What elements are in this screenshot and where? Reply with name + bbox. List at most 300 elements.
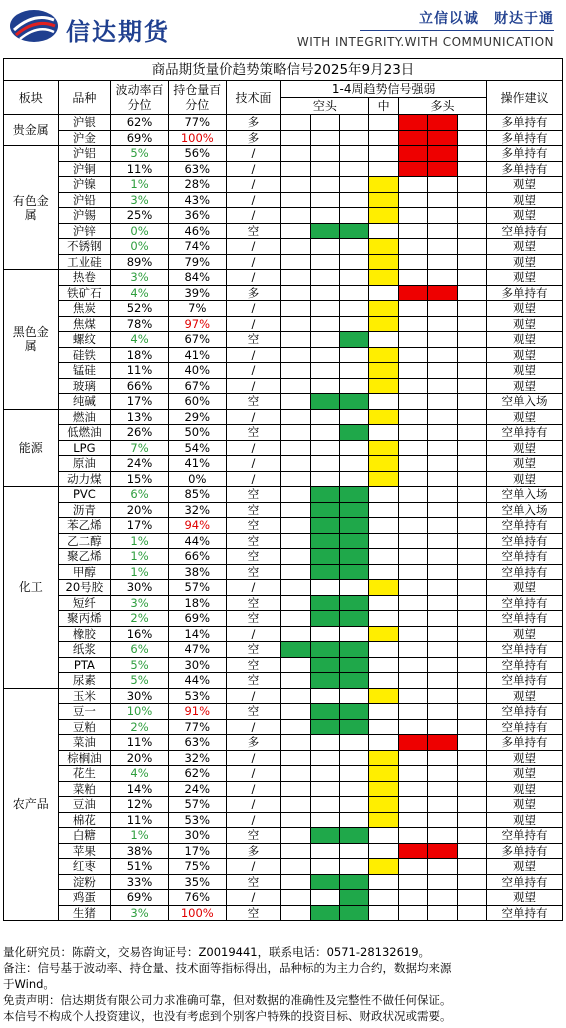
variety-name: PTA — [58, 657, 111, 673]
signal-cell — [428, 394, 457, 410]
signal-cell — [340, 270, 369, 286]
footer-researcher: 量化研究员：陈蔚文，交易咨询证号：Z0019441，联系电话：0571-28132619。 — [3, 945, 431, 959]
operation-advice: 空单持有 — [487, 533, 563, 549]
signal-cell — [398, 394, 427, 410]
signal-cell — [281, 626, 310, 642]
volatility-percentile: 5% — [111, 657, 169, 673]
table-row — [4, 549, 563, 565]
signal-cell — [340, 874, 369, 890]
operation-advice: 观望 — [487, 766, 563, 782]
technical-signal: / — [226, 316, 281, 332]
signal-cell — [310, 502, 339, 518]
signal-cell — [457, 890, 486, 906]
signal-cell — [281, 239, 310, 255]
signal-cell — [340, 316, 369, 332]
volatility-percentile: 1% — [111, 533, 169, 549]
table-row — [4, 223, 563, 239]
signal-cell — [340, 192, 369, 208]
signal-cell — [428, 285, 457, 301]
signal-cell — [428, 208, 457, 224]
volatility-percentile: 3% — [111, 192, 169, 208]
volatility-percentile: 30% — [111, 580, 169, 596]
volatility-percentile: 69% — [111, 890, 169, 906]
signal-cell — [369, 890, 398, 906]
table-row — [4, 394, 563, 410]
signal-cell — [398, 456, 427, 472]
signal-cell — [398, 843, 427, 859]
signal-cell — [340, 564, 369, 580]
signal-cell — [340, 735, 369, 751]
signal-cell — [369, 642, 398, 658]
volatility-percentile: 12% — [111, 797, 169, 813]
technical-signal: 多 — [226, 735, 281, 751]
variety-name: 焦煤 — [58, 316, 111, 332]
signal-cell — [310, 301, 339, 317]
table-row — [4, 347, 563, 363]
signal-cell — [369, 347, 398, 363]
signal-cell — [457, 905, 486, 921]
signal-cell — [281, 270, 310, 286]
signal-cell — [340, 239, 369, 255]
signal-cell — [281, 905, 310, 921]
variety-name: 螺纹 — [58, 332, 111, 348]
signal-cell — [340, 301, 369, 317]
operation-advice: 观望 — [487, 890, 563, 906]
open-interest-percentile: 44% — [168, 673, 226, 689]
signal-cell — [398, 347, 427, 363]
signal-cell — [457, 471, 486, 487]
signal-cell — [398, 440, 427, 456]
variety-name: 燃油 — [58, 409, 111, 425]
open-interest-percentile: 53% — [168, 812, 226, 828]
operation-advice: 多单持有 — [487, 843, 563, 859]
header-oi-pct: 持仓量百分位 — [168, 81, 226, 115]
open-interest-percentile: 32% — [168, 750, 226, 766]
volatility-percentile: 51% — [111, 859, 169, 875]
signal-cell — [457, 192, 486, 208]
volatility-percentile: 6% — [111, 487, 169, 503]
sector-name: 黑色金属 — [4, 270, 59, 410]
technical-signal: 空 — [226, 549, 281, 565]
volatility-percentile: 3% — [111, 905, 169, 921]
signal-cell — [457, 688, 486, 704]
volatility-percentile: 17% — [111, 394, 169, 410]
signal-cell — [281, 704, 310, 720]
open-interest-percentile: 67% — [168, 378, 226, 394]
signal-cell — [457, 440, 486, 456]
variety-name: 硅铁 — [58, 347, 111, 363]
signal-cell — [398, 874, 427, 890]
sector-name: 能源 — [4, 409, 59, 487]
signal-cell — [428, 688, 457, 704]
signal-cell — [310, 285, 339, 301]
variety-name: 苹果 — [58, 843, 111, 859]
volatility-percentile: 17% — [111, 518, 169, 534]
variety-name: 菜油 — [58, 735, 111, 751]
signal-cell — [457, 378, 486, 394]
signal-cell — [369, 146, 398, 162]
signal-cell — [340, 518, 369, 534]
signal-cell — [428, 719, 457, 735]
signal-cell — [281, 657, 310, 673]
signal-cell — [340, 254, 369, 270]
open-interest-percentile: 7% — [168, 301, 226, 317]
signal-cell — [457, 549, 486, 565]
signal-cell — [457, 363, 486, 379]
signal-cell — [428, 905, 457, 921]
signal-cell — [428, 409, 457, 425]
open-interest-percentile: 36% — [168, 208, 226, 224]
open-interest-percentile: 17% — [168, 843, 226, 859]
signal-cell — [310, 766, 339, 782]
technical-signal: 空 — [226, 332, 281, 348]
variety-name: 橡胶 — [58, 626, 111, 642]
signal-cell — [310, 146, 339, 162]
table-row — [4, 471, 563, 487]
volatility-percentile: 4% — [111, 285, 169, 301]
technical-signal: / — [226, 378, 281, 394]
signal-cell — [457, 301, 486, 317]
open-interest-percentile: 63% — [168, 161, 226, 177]
signal-cell — [457, 239, 486, 255]
operation-advice: 观望 — [487, 797, 563, 813]
operation-advice: 空单持有 — [487, 549, 563, 565]
signal-cell — [310, 564, 339, 580]
signal-cell — [281, 347, 310, 363]
volatility-percentile: 1% — [111, 828, 169, 844]
variety-name: 菜粕 — [58, 781, 111, 797]
table-row — [4, 270, 563, 286]
open-interest-percentile: 54% — [168, 440, 226, 456]
open-interest-percentile: 43% — [168, 192, 226, 208]
signal-cell — [457, 874, 486, 890]
table-row — [4, 177, 563, 193]
signal-cell — [428, 564, 457, 580]
open-interest-percentile: 63% — [168, 735, 226, 751]
operation-advice: 多单持有 — [487, 285, 563, 301]
variety-name: 沪铅 — [58, 192, 111, 208]
variety-name: 不锈钢 — [58, 239, 111, 255]
operation-advice: 观望 — [487, 208, 563, 224]
signal-cell — [428, 673, 457, 689]
signal-cell — [398, 146, 427, 162]
signal-cell — [369, 905, 398, 921]
signal-cell — [369, 208, 398, 224]
signal-cell — [457, 859, 486, 875]
signal-cell — [369, 518, 398, 534]
technical-signal: 空 — [226, 518, 281, 534]
signal-cell — [428, 177, 457, 193]
table-row — [4, 797, 563, 813]
signal-cell — [398, 130, 427, 146]
variety-name: 豆油 — [58, 797, 111, 813]
table-row — [4, 580, 563, 596]
volatility-percentile: 15% — [111, 471, 169, 487]
table-row — [4, 502, 563, 518]
signal-cell — [310, 688, 339, 704]
operation-advice: 观望 — [487, 626, 563, 642]
signal-cell — [457, 781, 486, 797]
technical-signal: / — [226, 766, 281, 782]
volatility-percentile: 3% — [111, 270, 169, 286]
signal-cell — [398, 812, 427, 828]
open-interest-percentile: 29% — [168, 409, 226, 425]
variety-name: 焦炭 — [58, 301, 111, 317]
signal-cell — [398, 518, 427, 534]
technical-signal: 多 — [226, 285, 281, 301]
signal-cell — [310, 812, 339, 828]
variety-name: 沪镍 — [58, 177, 111, 193]
signal-cell — [428, 890, 457, 906]
signal-cell — [369, 797, 398, 813]
operation-advice: 空单持有 — [487, 595, 563, 611]
signal-cell — [398, 270, 427, 286]
signal-cell — [457, 130, 486, 146]
signal-cell — [428, 750, 457, 766]
variety-name: 玉米 — [58, 688, 111, 704]
signal-cell — [369, 487, 398, 503]
variety-name: 棕榈油 — [58, 750, 111, 766]
signal-cell — [281, 874, 310, 890]
signal-cell — [369, 580, 398, 596]
signal-cell — [310, 378, 339, 394]
slogan-divider — [360, 30, 554, 31]
signal-cell — [457, 270, 486, 286]
open-interest-percentile: 40% — [168, 363, 226, 379]
signal-cell — [310, 487, 339, 503]
header-variety: 品种 — [58, 81, 111, 115]
signal-cell — [281, 471, 310, 487]
header-advice: 操作建议 — [487, 81, 563, 115]
signal-cell — [281, 440, 310, 456]
volatility-percentile: 78% — [111, 316, 169, 332]
signal-cell — [281, 332, 310, 348]
technical-signal: / — [226, 859, 281, 875]
technical-signal: / — [226, 781, 281, 797]
signal-cell — [310, 208, 339, 224]
signal-cell — [310, 704, 339, 720]
signal-cell — [310, 425, 339, 441]
table-row — [4, 456, 563, 472]
signal-cell — [310, 797, 339, 813]
footer-disclaimer-cont: 本信号不构成个人投资建议，也没有考虑到个别客户特殊的投资目标、财政状况或需要。 — [3, 1009, 452, 1023]
signal-cell — [310, 316, 339, 332]
signal-cell — [398, 673, 427, 689]
variety-name: 沥青 — [58, 502, 111, 518]
signal-cell — [457, 177, 486, 193]
variety-name: 纯碱 — [58, 394, 111, 410]
operation-advice: 观望 — [487, 456, 563, 472]
signal-cell — [428, 580, 457, 596]
signal-cell — [428, 301, 457, 317]
volatility-percentile: 66% — [111, 378, 169, 394]
signal-cell — [340, 673, 369, 689]
signal-cell — [398, 409, 427, 425]
open-interest-percentile: 14% — [168, 626, 226, 642]
volatility-percentile: 20% — [111, 750, 169, 766]
signal-cell — [340, 456, 369, 472]
signal-cell — [457, 843, 486, 859]
signal-cell — [281, 115, 310, 131]
technical-signal: 空 — [226, 657, 281, 673]
open-interest-percentile: 97% — [168, 316, 226, 332]
technical-signal: 空 — [226, 905, 281, 921]
signal-cell — [398, 301, 427, 317]
volatility-percentile: 26% — [111, 425, 169, 441]
signal-cell — [398, 781, 427, 797]
signal-cell — [457, 502, 486, 518]
signal-cell — [340, 642, 369, 658]
open-interest-percentile: 24% — [168, 781, 226, 797]
signal-cell — [281, 812, 310, 828]
signal-cell — [281, 409, 310, 425]
technical-signal: / — [226, 626, 281, 642]
signal-cell — [428, 549, 457, 565]
technical-signal: / — [226, 254, 281, 270]
open-interest-percentile: 30% — [168, 657, 226, 673]
technical-signal: 空 — [226, 487, 281, 503]
signal-cell — [428, 766, 457, 782]
operation-advice: 观望 — [487, 440, 563, 456]
signal-cell — [398, 657, 427, 673]
signal-cell — [457, 316, 486, 332]
signal-cell — [281, 130, 310, 146]
signal-cell — [428, 254, 457, 270]
signal-cell — [369, 301, 398, 317]
signal-cell — [310, 177, 339, 193]
signal-cell — [428, 239, 457, 255]
signal-cell — [281, 208, 310, 224]
signal-cell — [398, 363, 427, 379]
signal-cell — [281, 564, 310, 580]
signal-cell — [428, 735, 457, 751]
signal-cell — [281, 425, 310, 441]
signal-cell — [310, 642, 339, 658]
operation-advice: 观望 — [487, 254, 563, 270]
signal-cell — [369, 270, 398, 286]
signal-cell — [457, 409, 486, 425]
technical-signal: / — [226, 440, 281, 456]
open-interest-percentile: 91% — [168, 704, 226, 720]
variety-name: 低燃油 — [58, 425, 111, 441]
signal-cell — [398, 828, 427, 844]
technical-signal: / — [226, 161, 281, 177]
signal-cell — [457, 766, 486, 782]
open-interest-percentile: 53% — [168, 688, 226, 704]
operation-advice: 空单入场 — [487, 502, 563, 518]
technical-signal: / — [226, 580, 281, 596]
variety-name: 聚丙烯 — [58, 611, 111, 627]
signal-cell — [398, 254, 427, 270]
volatility-percentile: 4% — [111, 332, 169, 348]
signal-cell — [340, 223, 369, 239]
variety-name: 纸浆 — [58, 642, 111, 658]
signal-cell — [398, 161, 427, 177]
signal-cell — [457, 657, 486, 673]
signal-cell — [457, 812, 486, 828]
signal-cell — [369, 239, 398, 255]
signal-cell — [340, 533, 369, 549]
signal-cell — [457, 626, 486, 642]
operation-advice: 观望 — [487, 688, 563, 704]
table-row — [4, 208, 563, 224]
signal-cell — [310, 719, 339, 735]
signal-cell — [281, 502, 310, 518]
signal-cell — [340, 719, 369, 735]
signal-cell — [398, 704, 427, 720]
signal-cell — [310, 130, 339, 146]
signal-cell — [457, 161, 486, 177]
technical-signal: 空 — [226, 673, 281, 689]
open-interest-percentile: 60% — [168, 394, 226, 410]
signal-cell — [398, 115, 427, 131]
signal-cell — [398, 766, 427, 782]
technical-signal: 空 — [226, 502, 281, 518]
operation-advice: 空单持有 — [487, 564, 563, 580]
variety-name: 玻璃 — [58, 378, 111, 394]
open-interest-percentile: 77% — [168, 115, 226, 131]
signal-cell — [398, 378, 427, 394]
signal-cell — [340, 146, 369, 162]
variety-name: 鸡蛋 — [58, 890, 111, 906]
operation-advice: 观望 — [487, 812, 563, 828]
signal-cell — [428, 332, 457, 348]
signal-cell — [457, 828, 486, 844]
page-header — [0, 0, 566, 58]
signal-cell — [281, 223, 310, 239]
signal-cell — [340, 828, 369, 844]
table-row — [4, 673, 563, 689]
signal-cell — [428, 518, 457, 534]
signal-cell — [369, 440, 398, 456]
operation-advice: 空单持有 — [487, 223, 563, 239]
open-interest-percentile: 57% — [168, 797, 226, 813]
signal-cell — [340, 797, 369, 813]
operation-advice: 空单持有 — [487, 874, 563, 890]
signal-cell — [398, 208, 427, 224]
volatility-percentile: 7% — [111, 440, 169, 456]
open-interest-percentile: 46% — [168, 223, 226, 239]
signal-cell — [398, 688, 427, 704]
signal-cell — [310, 363, 339, 379]
volatility-percentile: 5% — [111, 146, 169, 162]
signal-cell — [398, 859, 427, 875]
operation-advice: 多单持有 — [487, 115, 563, 131]
variety-name: 豆粕 — [58, 719, 111, 735]
signal-cell — [340, 394, 369, 410]
operation-advice: 空单持有 — [487, 828, 563, 844]
operation-advice: 空单持有 — [487, 518, 563, 534]
signal-cell — [428, 812, 457, 828]
signal-cell — [310, 905, 339, 921]
signal-cell — [340, 626, 369, 642]
table-row — [4, 688, 563, 704]
technical-signal: 空 — [226, 874, 281, 890]
variety-name: 红枣 — [58, 859, 111, 875]
variety-name: 沪金 — [58, 130, 111, 146]
signal-cell — [369, 130, 398, 146]
volatility-percentile: 11% — [111, 161, 169, 177]
open-interest-percentile: 85% — [168, 487, 226, 503]
technical-signal: / — [226, 750, 281, 766]
volatility-percentile: 2% — [111, 719, 169, 735]
variety-name: 棉花 — [58, 812, 111, 828]
operation-advice: 观望 — [487, 378, 563, 394]
signal-cell — [340, 781, 369, 797]
signal-cell — [310, 223, 339, 239]
operation-advice: 空单持有 — [487, 673, 563, 689]
footer-note-cont: 于Wind。 — [3, 977, 55, 991]
